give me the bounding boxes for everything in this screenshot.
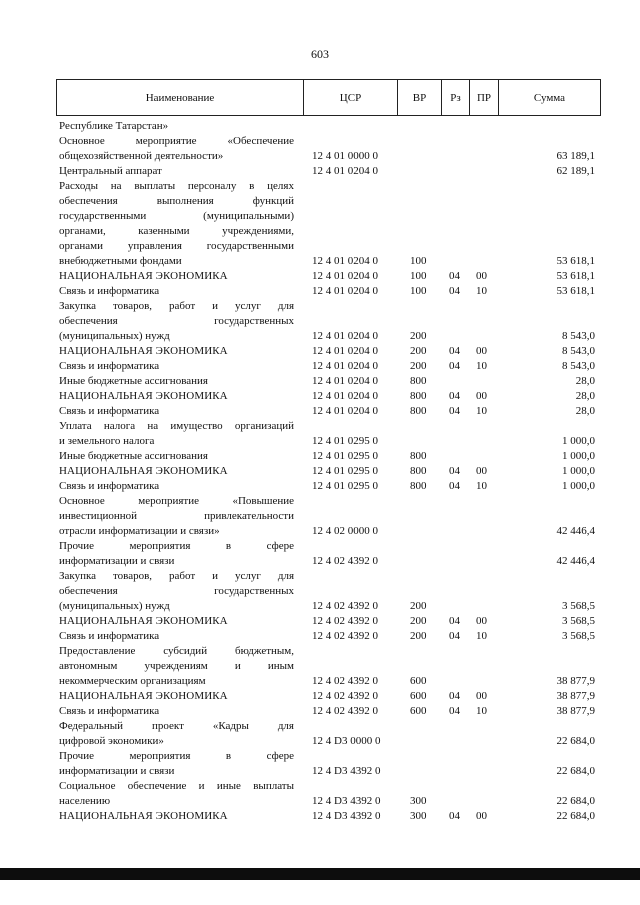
row-name-line: Республике Татарстан»: [59, 120, 169, 132]
row-name: [59, 299, 294, 344]
row-csr: 12 4 01 0204 0: [312, 330, 378, 342]
row-csr: 12 4 D3 0000 0: [312, 735, 381, 747]
row-name-line: Уплата налога на имущество организаций: [59, 420, 294, 432]
table-row: [0, 644, 640, 689]
row-pr: 00: [476, 465, 487, 477]
row-sum: 8 543,0: [562, 360, 595, 372]
row-sum: 8 543,0: [562, 345, 595, 357]
row-pr: 00: [476, 690, 487, 702]
row-vr: 600: [410, 675, 427, 687]
header-csr: ЦСР: [304, 80, 398, 115]
row-rz: 04: [449, 705, 460, 717]
row-name-line: НАЦИОНАЛЬНАЯ ЭКОНОМИКА: [59, 390, 228, 402]
row-name: [59, 614, 294, 629]
table-row: [0, 449, 640, 464]
table-row: [0, 779, 640, 809]
row-name-line: государственными (муниципальными): [59, 210, 294, 222]
row-csr: 12 4 02 4392 0: [312, 615, 378, 627]
table-row: [0, 284, 640, 299]
row-csr: 12 4 01 0295 0: [312, 465, 378, 477]
row-name-line: внебюджетными фондами: [59, 255, 182, 267]
row-csr: 12 4 01 0000 0: [312, 150, 378, 162]
row-rz: 04: [449, 270, 460, 282]
row-name: [59, 689, 294, 704]
row-vr: 800: [410, 390, 427, 402]
row-csr: 12 4 01 0295 0: [312, 435, 378, 447]
row-name: [59, 479, 294, 494]
row-csr: 12 4 02 4392 0: [312, 690, 378, 702]
row-name-line: НАЦИОНАЛЬНАЯ ЭКОНОМИКА: [59, 690, 228, 702]
row-name-line: Связь и информатика: [59, 360, 160, 372]
row-name-line: общехозяйственной деятельности»: [59, 150, 224, 162]
header-vr: ВР: [398, 80, 442, 115]
row-name-line: НАЦИОНАЛЬНАЯ ЭКОНОМИКА: [59, 345, 228, 357]
row-sum: 1 000,0: [562, 465, 595, 477]
row-name-line: Иные бюджетные ассигнования: [59, 375, 208, 387]
row-sum: 8 543,0: [562, 330, 595, 342]
table-row: [0, 704, 640, 719]
table-row: [0, 569, 640, 614]
row-name-line: обеспечения государственных: [59, 585, 294, 597]
row-name-line: цифровой экономики»: [59, 735, 164, 747]
row-vr: 800: [410, 480, 427, 492]
row-name-line: Социальное обеспечение и иные выплаты: [59, 780, 294, 792]
row-csr: 12 4 01 0204 0: [312, 375, 378, 387]
row-vr: 800: [410, 405, 427, 417]
table-row: [0, 374, 640, 389]
row-name: [59, 404, 294, 419]
row-pr: 10: [476, 360, 487, 372]
row-pr: 00: [476, 345, 487, 357]
row-name-line: НАЦИОНАЛЬНАЯ ЭКОНОМИКА: [59, 615, 228, 627]
row-name: [59, 269, 294, 284]
row-name-line: обеспечения государственных: [59, 315, 294, 327]
row-name: [59, 809, 294, 824]
row-sum: 62 189,1: [556, 165, 595, 177]
row-vr: 200: [410, 345, 427, 357]
row-name-line: Предоставление субсидий бюджетным,: [59, 645, 294, 657]
row-sum: 3 568,5: [562, 630, 595, 642]
row-vr: 200: [410, 615, 427, 627]
row-name-line: органами, казенными учреждениями,: [59, 225, 294, 237]
row-name-line: информатизации и связи: [59, 555, 175, 567]
row-csr: 12 4 02 4392 0: [312, 555, 378, 567]
table-row: [0, 479, 640, 494]
row-name-line: инвестиционной привлекательности: [59, 510, 294, 522]
table-body: [0, 119, 640, 824]
row-name: [59, 494, 294, 539]
row-sum: 3 568,5: [562, 615, 595, 627]
row-sum: 38 877,9: [556, 675, 595, 687]
row-name: [59, 179, 294, 269]
row-vr: 300: [410, 795, 427, 807]
table-row: [0, 344, 640, 359]
row-csr: 12 4 02 4392 0: [312, 630, 378, 642]
table-row: [0, 494, 640, 539]
row-rz: 04: [449, 285, 460, 297]
row-sum: 1 000,0: [562, 480, 595, 492]
table-row: [0, 134, 640, 164]
row-sum: 63 189,1: [556, 150, 595, 162]
row-sum: 22 684,0: [556, 795, 595, 807]
table-row: [0, 629, 640, 644]
table-header: [56, 79, 601, 116]
row-name-line: (муниципальных) нужд: [59, 600, 170, 612]
row-pr: 00: [476, 615, 487, 627]
row-name: [59, 779, 294, 809]
table-row: [0, 809, 640, 824]
row-name-line: Основное мероприятие «Повышение: [59, 495, 294, 507]
row-sum: 22 684,0: [556, 810, 595, 822]
row-csr: 12 4 D3 4392 0: [312, 765, 381, 777]
row-pr: 10: [476, 480, 487, 492]
row-pr: 00: [476, 810, 487, 822]
row-rz: 04: [449, 465, 460, 477]
row-rz: 04: [449, 615, 460, 627]
header-sum: Сумма: [533, 91, 566, 104]
table-row: [0, 164, 640, 179]
table-row: [0, 359, 640, 374]
row-csr: 12 4 01 0295 0: [312, 480, 378, 492]
row-csr: 12 4 D3 4392 0: [312, 795, 381, 807]
row-name-line: Связь и информатика: [59, 480, 160, 492]
row-name: [59, 374, 294, 389]
row-vr: 800: [410, 465, 427, 477]
page-number: 603: [311, 47, 329, 61]
row-name: [59, 449, 294, 464]
table-row: [0, 719, 640, 749]
row-name-line: Связь и информатика: [59, 630, 160, 642]
row-name-line: Основное мероприятие «Обеспечение: [59, 135, 294, 147]
table-row: [0, 749, 640, 779]
row-name-line: Центральный аппарат: [59, 165, 162, 177]
row-name-line: Закупка товаров, работ и услуг для: [59, 300, 294, 312]
row-vr: 200: [410, 600, 427, 612]
row-sum: 53 618,1: [556, 285, 595, 297]
row-csr: 12 4 02 4392 0: [312, 705, 378, 717]
row-name: [59, 359, 294, 374]
row-pr: 00: [476, 270, 487, 282]
row-name: [59, 749, 294, 779]
row-sum: 22 684,0: [556, 735, 595, 747]
row-pr: 10: [476, 285, 487, 297]
row-rz: 04: [449, 390, 460, 402]
row-sum: 28,0: [575, 390, 595, 402]
row-name-line: НАЦИОНАЛЬНАЯ ЭКОНОМИКА: [59, 270, 228, 282]
row-name: [59, 719, 294, 749]
row-name-line: Закупка товаров, работ и услуг для: [59, 570, 294, 582]
row-csr: 12 4 01 0204 0: [312, 390, 378, 402]
row-csr: 12 4 01 0204 0: [312, 165, 378, 177]
row-vr: 100: [410, 255, 427, 267]
row-name-line: автономным учреждениям и иным: [59, 660, 294, 672]
row-name-line: и земельного налога: [59, 435, 155, 447]
table-row: [0, 119, 640, 134]
row-vr: 100: [410, 270, 427, 282]
row-rz: 04: [449, 630, 460, 642]
row-csr: 12 4 01 0204 0: [312, 345, 378, 357]
table-row: [0, 539, 640, 569]
row-name: [59, 284, 294, 299]
row-csr: 12 4 01 0204 0: [312, 285, 378, 297]
row-pr: 10: [476, 705, 487, 717]
row-sum: 38 877,9: [556, 690, 595, 702]
row-vr: 800: [410, 375, 427, 387]
row-name: [59, 569, 294, 614]
row-name: [59, 539, 294, 569]
row-pr: 00: [476, 390, 487, 402]
row-rz: 04: [449, 405, 460, 417]
row-name: [59, 389, 294, 404]
row-name: [59, 419, 294, 449]
row-name: [59, 464, 294, 479]
row-name: [59, 629, 294, 644]
row-name-line: Расходы на выплаты персоналу в целях: [59, 180, 294, 192]
row-sum: 53 618,1: [556, 270, 595, 282]
row-name-line: НАЦИОНАЛЬНАЯ ЭКОНОМИКА: [59, 810, 228, 822]
table-row: [0, 614, 640, 629]
scan-edge-bar: [0, 868, 640, 880]
row-vr: 800: [410, 450, 427, 462]
row-pr: 10: [476, 405, 487, 417]
row-csr: 12 4 01 0204 0: [312, 405, 378, 417]
row-csr: 12 4 02 4392 0: [312, 675, 378, 687]
row-rz: 04: [449, 345, 460, 357]
table-row: [0, 404, 640, 419]
row-name-line: отрасли информатизации и связи»: [59, 525, 220, 537]
row-name: [59, 344, 294, 359]
row-csr: 12 4 02 0000 0: [312, 525, 378, 537]
row-sum: 1 000,0: [562, 450, 595, 462]
table-row: [0, 179, 640, 269]
row-rz: 04: [449, 690, 460, 702]
row-sum: 28,0: [575, 375, 595, 387]
table-row: [0, 299, 640, 344]
row-name: [59, 134, 294, 164]
row-sum: 53 618,1: [556, 255, 595, 267]
row-name: [59, 164, 294, 179]
row-name-line: Связь и информатика: [59, 405, 160, 417]
row-vr: 200: [410, 360, 427, 372]
row-name: [59, 119, 294, 134]
row-sum: 1 000,0: [562, 435, 595, 447]
row-csr: 12 4 01 0295 0: [312, 450, 378, 462]
row-vr: 600: [410, 690, 427, 702]
table-row: [0, 464, 640, 479]
row-csr: 12 4 01 0204 0: [312, 270, 378, 282]
row-rz: 04: [449, 360, 460, 372]
row-vr: 200: [410, 630, 427, 642]
row-vr: 200: [410, 330, 427, 342]
row-name: [59, 644, 294, 689]
row-sum: 3 568,5: [562, 600, 595, 612]
row-vr: 600: [410, 705, 427, 717]
row-name-line: информатизации и связи: [59, 765, 175, 777]
row-sum: 22 684,0: [556, 765, 595, 777]
row-vr: 300: [410, 810, 427, 822]
row-csr: 12 4 02 4392 0: [312, 600, 378, 612]
table-row: [0, 689, 640, 704]
row-name-line: (муниципальных) нужд: [59, 330, 170, 342]
table-row: [0, 389, 640, 404]
row-name-line: населению: [59, 795, 111, 807]
row-sum: 42 446,4: [556, 555, 595, 567]
header-rz: Рз: [442, 80, 470, 115]
table-row: [0, 419, 640, 449]
row-rz: 04: [449, 810, 460, 822]
row-name-line: Связь и информатика: [59, 285, 160, 297]
table-row: [0, 269, 640, 284]
row-vr: 100: [410, 285, 427, 297]
row-csr: 12 4 01 0204 0: [312, 255, 378, 267]
row-sum: 42 446,4: [556, 525, 595, 537]
row-sum: 38 877,9: [556, 705, 595, 717]
row-name: [59, 704, 294, 719]
row-sum: 28,0: [575, 405, 595, 417]
row-rz: 04: [449, 480, 460, 492]
row-name-line: органами управления государственными: [59, 240, 294, 252]
row-name-line: обеспечения выполнения функций: [59, 195, 294, 207]
row-name-line: Федеральный проект «Кадры для: [59, 720, 294, 732]
row-csr: 12 4 D3 4392 0: [312, 810, 381, 822]
row-name-line: Прочие мероприятия в сфере: [59, 750, 294, 762]
row-pr: 10: [476, 630, 487, 642]
header-pr: ПР: [470, 80, 499, 115]
row-name-line: НАЦИОНАЛЬНАЯ ЭКОНОМИКА: [59, 465, 228, 477]
header-name: Наименование: [57, 80, 304, 115]
row-name-line: Иные бюджетные ассигнования: [59, 450, 208, 462]
row-csr: 12 4 01 0204 0: [312, 360, 378, 372]
row-name-line: Прочие мероприятия в сфере: [59, 540, 294, 552]
row-name-line: некоммерческим организациям: [59, 675, 206, 687]
row-name-line: Связь и информатика: [59, 705, 160, 717]
